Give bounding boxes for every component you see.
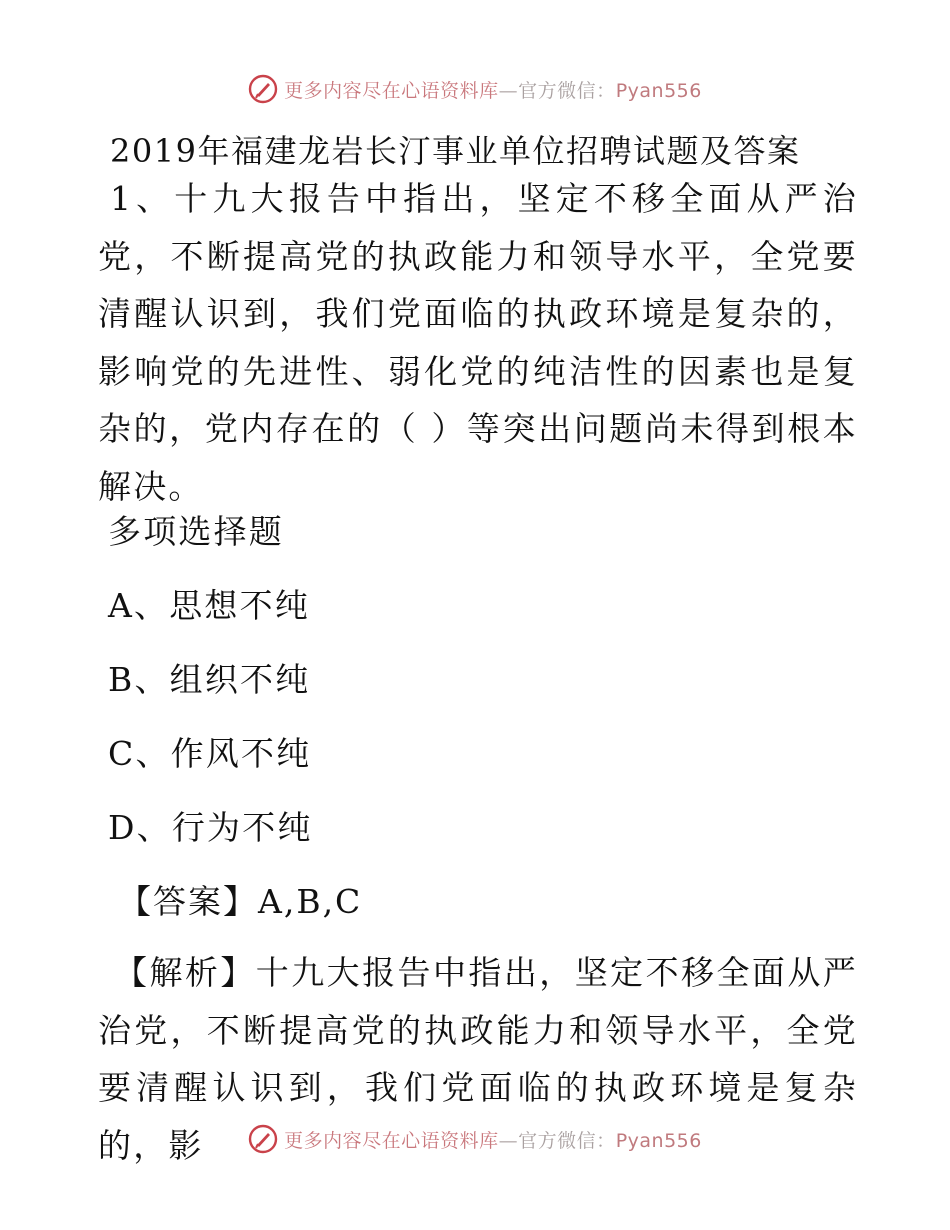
watermark-dash: — bbox=[498, 79, 519, 102]
question-type: 多项选择题 bbox=[108, 512, 284, 551]
footer-watermark bbox=[0, 1124, 950, 1154]
watermark-brand: 更多内容尽在心语资料库 bbox=[284, 79, 499, 102]
option-d: D、行为不纯 bbox=[108, 808, 313, 847]
watermark-id: Pyan556 bbox=[615, 79, 702, 102]
watermark-text bbox=[284, 76, 702, 103]
watermark-dash: — bbox=[498, 1129, 519, 1152]
explanation-text: 【解析】十九大报告中指出，坚定不移全面从严治党，不断提高党的执政能力和领导水平，全党要清醒认识到，我们党面临的执政环境是复杂的，影 bbox=[98, 953, 858, 1165]
option-c: C、作风不纯 bbox=[108, 734, 312, 773]
watermark-sub: 官方微信： bbox=[518, 1129, 616, 1152]
watermark-sub: 官方微信： bbox=[518, 79, 616, 102]
watermark-text bbox=[284, 1126, 702, 1153]
quill-logo-icon bbox=[248, 74, 278, 104]
header-watermark bbox=[0, 74, 950, 104]
option-a: A、思想不纯 bbox=[108, 586, 311, 625]
watermark-id: Pyan556 bbox=[615, 1129, 702, 1152]
option-b: B、组织不纯 bbox=[108, 660, 311, 699]
question-text: 1、十九大报告中指出，坚定不移全面从严治党，不断提高党的执政能力和领导水平，全党要清醒认识到，我们党面临的执政环境是复杂的，影响党的先进性、弱化党的纯洁性的因素也是复杂的，党内存在的（ ）等突出问题尚未得到根本解决。 bbox=[98, 179, 858, 506]
document-title: 2019年福建龙岩长汀事业单位招聘试题及答案 bbox=[110, 132, 801, 170]
quill-logo-icon bbox=[248, 1124, 278, 1154]
answer-text: 【答案】A,B,C bbox=[118, 882, 363, 921]
watermark-brand: 更多内容尽在心语资料库 bbox=[284, 1129, 499, 1152]
